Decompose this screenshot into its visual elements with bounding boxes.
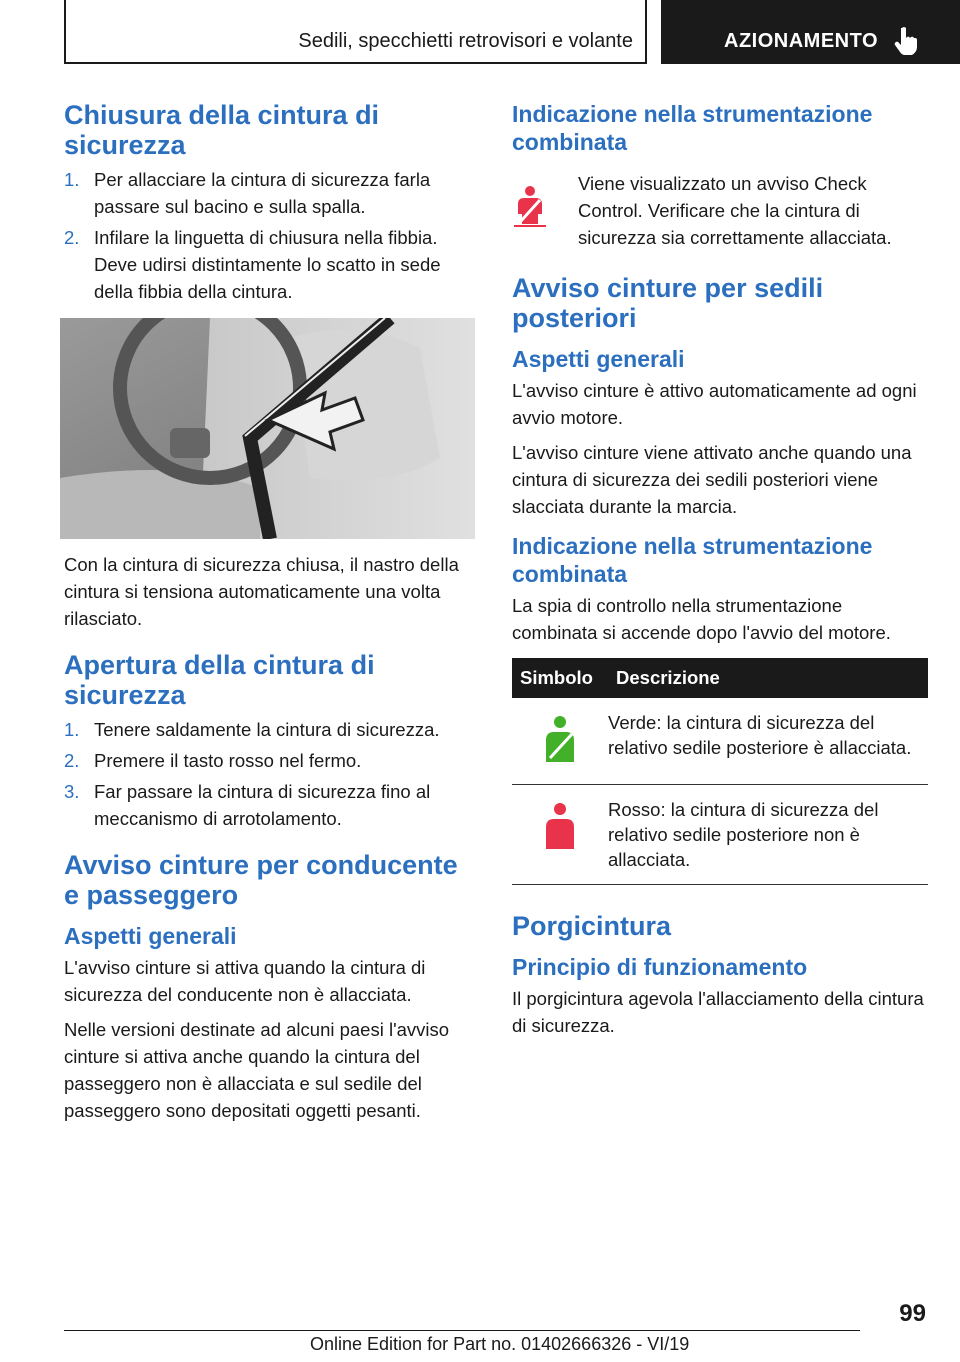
heading-general-left: Aspetti generali: [64, 923, 237, 949]
chapter-tab-label: AZIONAMENTO: [724, 30, 879, 52]
table-row: [512, 785, 928, 885]
list-item: 1. Per allacciare la cintura di sicurezza farla passare sul bacino e sulla spalla.: [64, 169, 431, 217]
heading-general-right: Aspetti generali: [512, 346, 685, 372]
pointing-hand-icon: [893, 26, 919, 56]
page-number: 99: [899, 1300, 926, 1327]
section-title: Sedili, specchietti retrovisori e volante: [298, 30, 633, 52]
porgi-paragraph: Il porgicintura agevola l'allacciamento della cintura di sicurezza.: [512, 988, 924, 1036]
left-column: [64, 100, 476, 309]
row-desc: Verde: la cintura di sicurezza del relativo sedile posteriore è allacciata.: [608, 698, 928, 785]
driver-paragraph-1: L'avviso cinture si attiva quando la cintura di sicurezza del conducente non è allacciata.: [64, 957, 426, 1005]
list-item: 2. Premere il tasto rosso nel fermo.: [64, 750, 362, 771]
heading-open-belt: Apertura della cintura di sicurezza: [64, 650, 375, 710]
footer-edition: Online Edition for Part no. 01402666326 - VI/19: [310, 1334, 690, 1354]
col-desc-header: Descrizione: [608, 658, 928, 698]
close-steps-list: [64, 166, 476, 305]
header-section-box: [64, 0, 647, 64]
rear-paragraph-2: L'avviso cinture viene attivato anche quando una cintura di sicurezza dei sedili posteriori viene slacciata durante la marcia.: [512, 442, 912, 517]
table-row: [512, 698, 928, 785]
heading-display-2: Indicazione nella strumentazione combinata: [512, 533, 873, 587]
table-header-row: [512, 658, 928, 698]
seatbelt-warning-icon: [512, 184, 548, 228]
symbol-table: [512, 658, 928, 885]
heading-driver-warning: Avviso cinture per conducente e passeggero: [64, 850, 458, 910]
open-steps-list: [64, 716, 476, 832]
heading-display: Indicazione nella strumentazione combinata: [512, 101, 873, 155]
col-symbol-header: Simbolo: [512, 658, 608, 698]
seatbelt-illustration: [60, 318, 475, 539]
check-control-callout: [512, 170, 928, 251]
list-item: 1. Tenere saldamente la cintura di sicurezza.: [64, 719, 440, 740]
list-item: 3. Far passare la cintura di sicurezza fino al meccanismo di arrotolamento.: [64, 781, 431, 829]
heading-close-belt: Chiusura della cintura di sicurezza: [64, 100, 380, 160]
seatbelt-fastened-green-icon: [542, 714, 578, 766]
heading-rear-warning: Avviso cinture per sedili posteriori: [512, 273, 824, 333]
rear-paragraph-1: L'avviso cinture è attivo automaticamente ad ogni avvio motore.: [512, 380, 917, 428]
list-item: 2. Infilare la linguetta di chiusura nella fibbia. Deve udirsi distintamente lo scatto in sede della fibbia della cintura.: [64, 227, 441, 302]
row-desc: Rosso: la cintura di sicurezza del relativo sedile posteriore non è allacciata.: [608, 785, 928, 885]
heading-porgicintura: Porgicintura: [512, 911, 672, 941]
check-control-text: Viene visualizzato un avviso Check Control. Verificare che la cintura di sicurezza sia correttamente allacciata.: [578, 173, 892, 248]
tension-paragraph: Con la cintura di sicurezza chiusa, il nastro della cintura si tensiona automaticamente una volta rilasciato.: [64, 554, 459, 629]
chapter-tab[interactable]: [661, 0, 960, 64]
driver-paragraph-2: Nelle versioni destinate ad alcuni paesi l'avviso cinture si attiva anche quando la cintura del passeggero non è allacciata e sul sedile del passeggero sono depositati oggetti pesanti.: [64, 1019, 450, 1121]
left-column-lower: [64, 551, 476, 1124]
seatbelt-unfastened-red-icon: [542, 801, 578, 853]
heading-principle: Principio di funzionamento: [512, 954, 808, 980]
right-column: [512, 100, 928, 1039]
seatbelt-photo: [60, 318, 475, 539]
display2-paragraph: La spia di controllo nella strumentazione combinata si accende dopo l'avvio del motore.: [512, 595, 891, 643]
footer-divider: [64, 1330, 860, 1331]
